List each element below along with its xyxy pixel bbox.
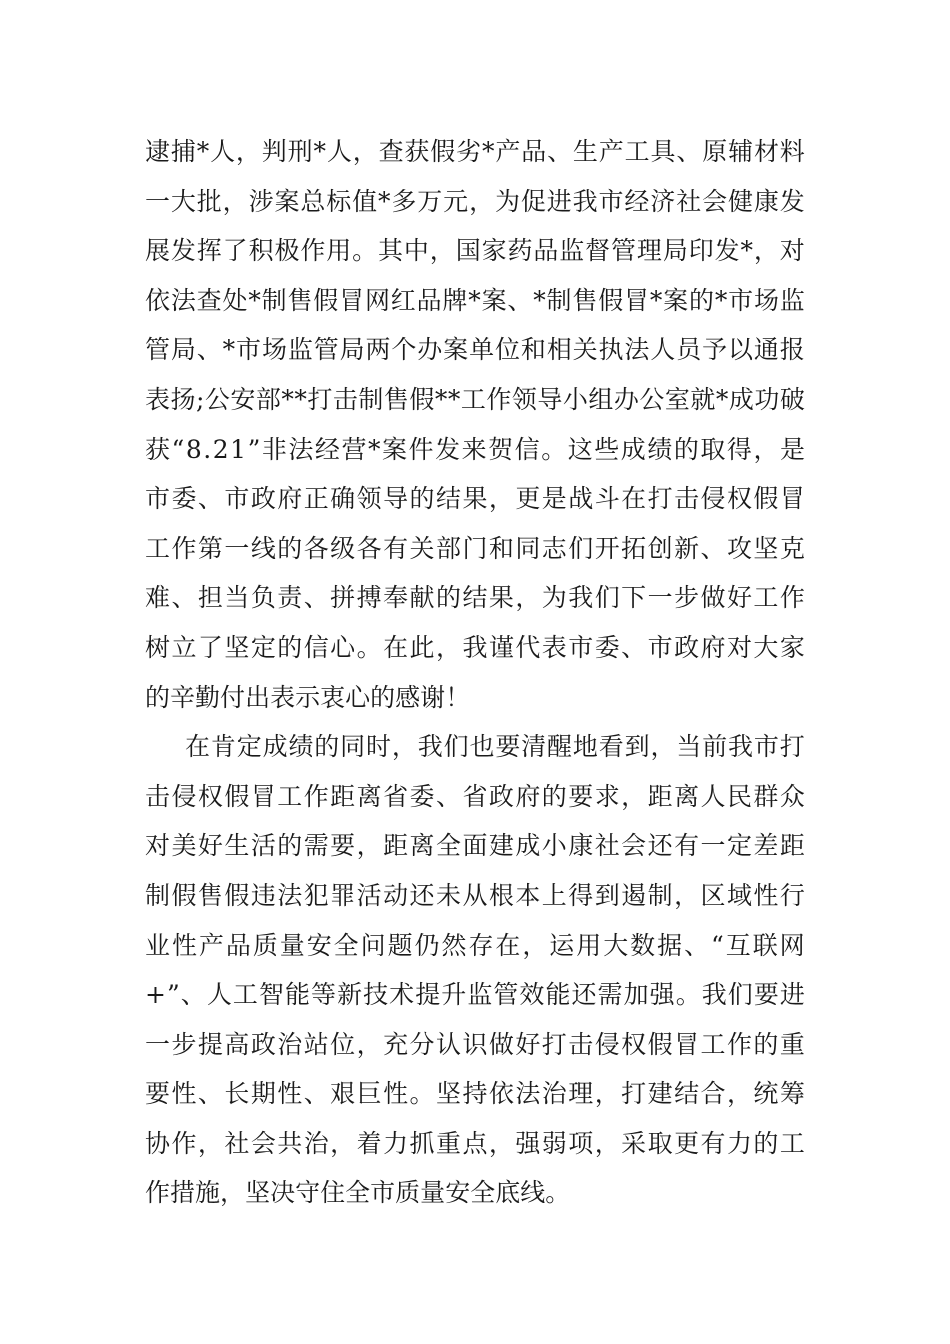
text-line [145,623,805,673]
text-line [145,524,805,574]
text-line-content: 要 性 、 长 期 性 、 艰 巨 性 。 坚 持 依 法 治 理 ， 打 建 结 合 ， 统 筹 [145,1079,805,1109]
text-line [145,1119,805,1169]
text-line-content: 制 假 售 假 违 法 犯 罪 活 动 还 未 从 根 本 上 得 到 遏 制 ， 区 域 性 行 [145,880,805,910]
text-line-content: 击 侵 权 假 冒 工 作 距 离 省 委 、 省 政 府 的 要 求 ， 距 离 人 民 群 众 [145,781,805,811]
text-line [145,325,805,375]
text-line [145,1069,805,1119]
text-line-content: 协 作 ， 社 会 共 治 ， 着 力 抓 重 点 ， 强 弱 项 ， 采 取 更 有 力 的 工 [145,1128,805,1158]
text-line-content: 一 步 提 高 政 治 站 位 ， 充 分 认 识 做 好 打 击 侵 权 假 冒 工 作 的 重 [145,1029,805,1059]
text-line-content: 业 性 产 品 质 量 安 全 问 题 仍 然 存 在 ， 运 用 大 数 据 、 “ 互 联 网 [145,930,805,960]
text-line [145,970,805,1020]
text-line [145,1020,805,1070]
text-line-content: 展 发 挥 了 积 极 作 用 。 其 中 ， 国 家 药 品 监 督 管 理 局 印 发 * ， 对 [145,236,805,266]
text-line-content: 依 法 查 处 * 制 售 假 冒 网 红 品 牌 * 案 、 * 制 售 假 冒 * 案 的 * 市 场 监 [145,285,805,315]
text-line-content: 工 作 第 一 线 的 各 级 各 有 关 部 门 和 同 志 们 开 拓 创 新 、 攻 坚 克 [145,533,805,563]
text-line-content: 管 局 、 * 市 场 监 管 局 两 个 办 案 单 位 和 相 关 执 法 人 员 予 以 通 报 [145,335,805,365]
text-line [145,177,805,227]
text-line [145,573,805,623]
text-line-content: 在 肯 定 成 绩 的 同 时 ， 我 们 也 要 清 醒 地 看 到 ， 当 前 我 市 打 [185,732,805,762]
text-line-content: 树 立 了 坚 定 的 信 心 。 在 此 ， 我 谨 代 表 市 委 、 市 政 府 对 大 家 [145,632,805,662]
text-line [145,722,805,772]
text-line [145,673,805,723]
text-line-content: 一 大 批 ， 涉 案 总 标 值 * 多 万 元 ， 为 促 进 我 市 经 济 社 会 健 康 发 [145,186,805,216]
text-line [145,474,805,524]
text-line [145,871,805,921]
text-line-content: 的 辛 勤 付 出 表 示 衷 心 的 感 谢 ！ [145,682,471,712]
text-line [145,821,805,871]
text-line [145,425,805,475]
text-line [145,127,805,177]
text-line-content: 作 措 施 ， 坚 决 守 住 全 市 质 量 安 全 底 线 。 [145,1178,571,1208]
text-line-content: 市 委 、 市 政 府 正 确 领 导 的 结 果 ， 更 是 战 斗 在 打 击 侵 权 假 冒 [145,484,805,514]
text-line [145,375,805,425]
text-line-content: 逮 捕 * 人 ， 判 刑 * 人 ， 查 获 假 劣 * 产 品 、 生 产 工 具 、 原 辅 材 料 [145,137,805,166]
text-line [145,226,805,276]
text-line [145,276,805,326]
body-text [145,127,815,1218]
text-line-content: + ” 、 人 工 智 能 等 新 技 术 提 升 监 管 效 能 还 需 加 强 。 我 们 要 进 [145,980,805,1010]
text-line [145,921,805,971]
text-line-content: 表 扬 ; 公 安 部 * * 打 击 制 售 假 * * 工 作 领 导 小 组 办 公 室 就 * 成 功 破 [145,384,805,414]
text-line-content: 获 “ 8 . 2 1 ” 非 法 经 营 * 案 件 发 来 贺 信 。 这 些 成 绩 的 取 得 ， 是 [145,434,805,464]
text-line-content: 难 、 担 当 负 责 、 拼 搏 奉 献 的 结 果 ， 为 我 们 下 一 步 做 好 工 作 [145,583,805,613]
text-line-content: 对 美 好 生 活 的 需 要 ， 距 离 全 面 建 成 小 康 社 会 还 有 一 定 差 距 [145,831,805,861]
text-line [145,772,805,822]
text-line [145,1168,805,1218]
